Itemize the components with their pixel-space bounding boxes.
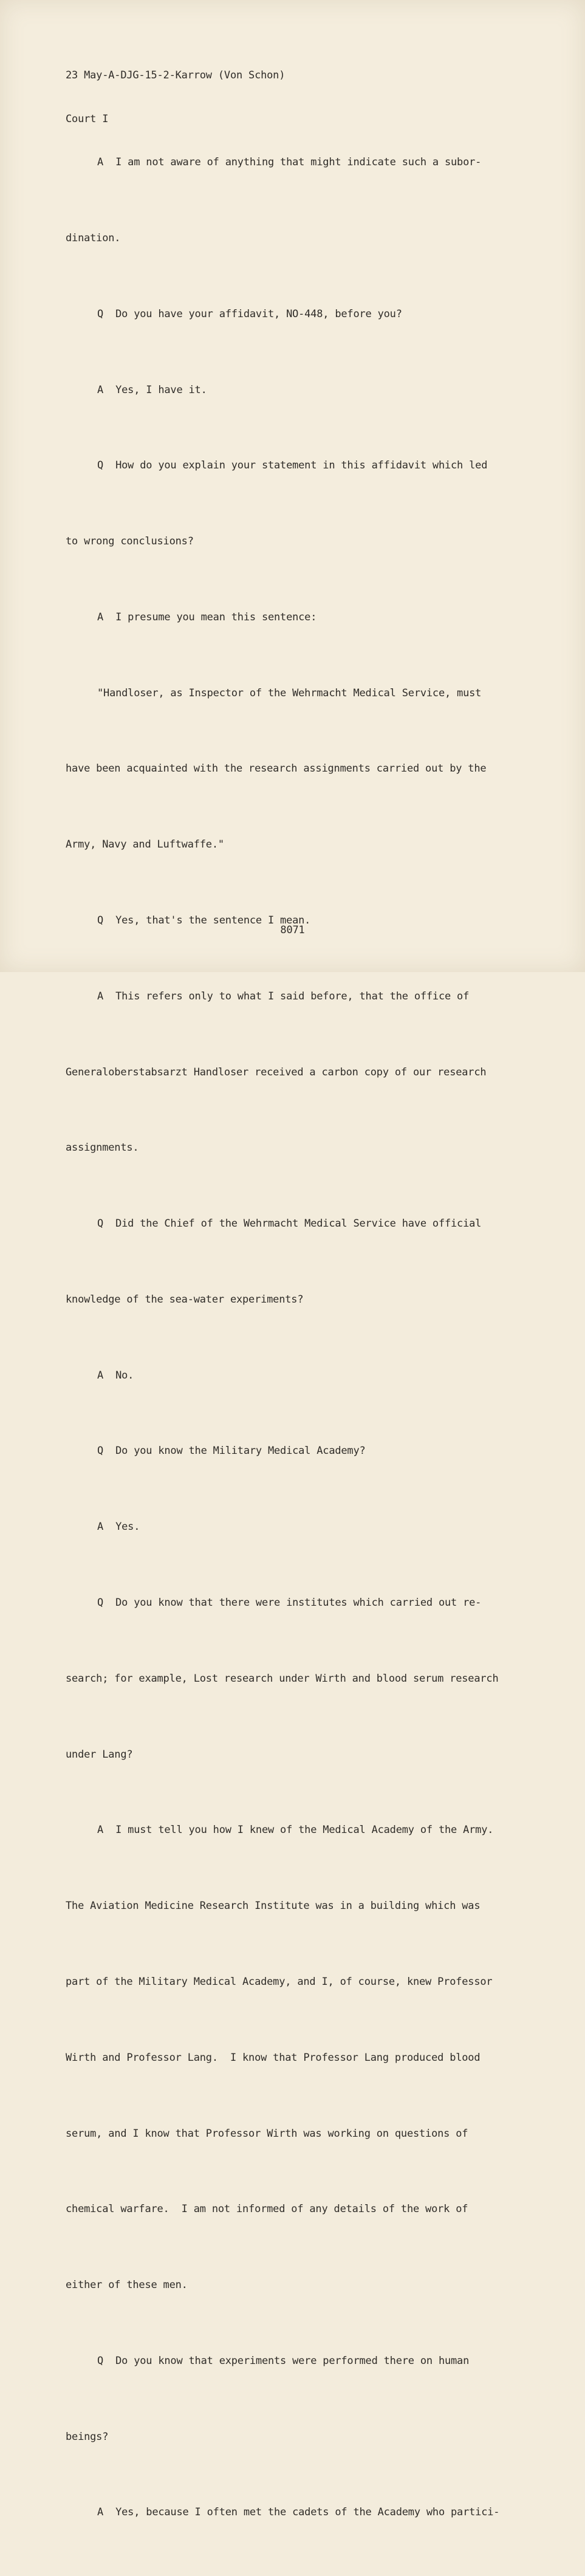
- transcript-line: serum, and I know that Professor Wirth was working on questions of: [66, 2127, 468, 2140]
- transcript-line: beings?: [66, 2430, 109, 2443]
- transcript-line: A I presume you mean this sentence:: [97, 611, 317, 623]
- transcript-line: part of the Military Medical Academy, and I, of course, knew Professor: [66, 1975, 493, 1988]
- transcript-line: Generaloberstabsarzt Handloser received a carbon copy of our research: [66, 1066, 487, 1078]
- transcript-body: [66, 100, 564, 2576]
- transcript-line: A I am not aware of anything that might indicate such a subor-: [97, 156, 482, 169]
- transcript-line: knowledge of the sea-water experiments?: [66, 1293, 304, 1306]
- page-number: 8071: [280, 924, 305, 936]
- transcript-line: Q Do you know that experiments were performed there on human: [97, 2354, 470, 2367]
- transcript-line: A Yes, I have it.: [97, 383, 207, 396]
- transcript-line: under Lang?: [66, 1748, 133, 1761]
- transcript-line: Q Yes, that's the sentence I mean.: [97, 914, 311, 927]
- transcript-line: Army, Navy and Luftwaffe.": [66, 838, 224, 851]
- transcript-line: Q Do you know that there were institutes which carried out re-: [97, 1597, 482, 1609]
- transcript-line: Q Did the Chief of the Wehrmacht Medical Service have official: [97, 1218, 482, 1230]
- transcript-line: to wrong conclusions?: [66, 535, 194, 548]
- transcript-line: dination.: [66, 231, 121, 244]
- transcript-line: search; for example, Lost research under Wirth and blood serum research: [66, 1672, 499, 1685]
- transcript-line: A This refers only to what I said before, that the office of: [97, 990, 470, 1002]
- transcript-line: Wirth and Professor Lang. I know that Professor Lang produced blood: [66, 2051, 481, 2064]
- transcript-line: A Yes, because I often met the cadets of the Academy who partici-: [97, 2506, 500, 2519]
- transcript-line: have been acquainted with the research assignments carried out by the: [66, 762, 487, 775]
- header-reference: 23 May-A-DJG-15-2-Karrow (Von Schon): [66, 69, 286, 81]
- transcript-line: Q How do you explain your statement in this affidavit which led: [97, 459, 488, 472]
- transcript-line: A No.: [97, 1369, 134, 1382]
- header-court: Court I: [66, 113, 109, 125]
- transcript-line: Q Do you have your affidavit, NO-448, before you?: [97, 307, 402, 320]
- transcript-line: The Aviation Medicine Research Institute was in a building which was: [66, 1900, 481, 1913]
- transcript-line: Q Do you know the Military Medical Academy?: [97, 1445, 366, 1458]
- transcript-line: chemical warfare. I am not informed of any details of the work of: [66, 2203, 468, 2216]
- transcript-line: A Yes.: [97, 1521, 140, 1533]
- transcript-line: "Handloser, as Inspector of the Wehrmacht Medical Service, must: [97, 687, 482, 699]
- transcript-line: either of these men.: [66, 2279, 188, 2292]
- transcript-line: A I must tell you how I knew of the Medical Academy of the Army.: [97, 1824, 494, 1837]
- transcript-line: assignments.: [66, 1142, 139, 1154]
